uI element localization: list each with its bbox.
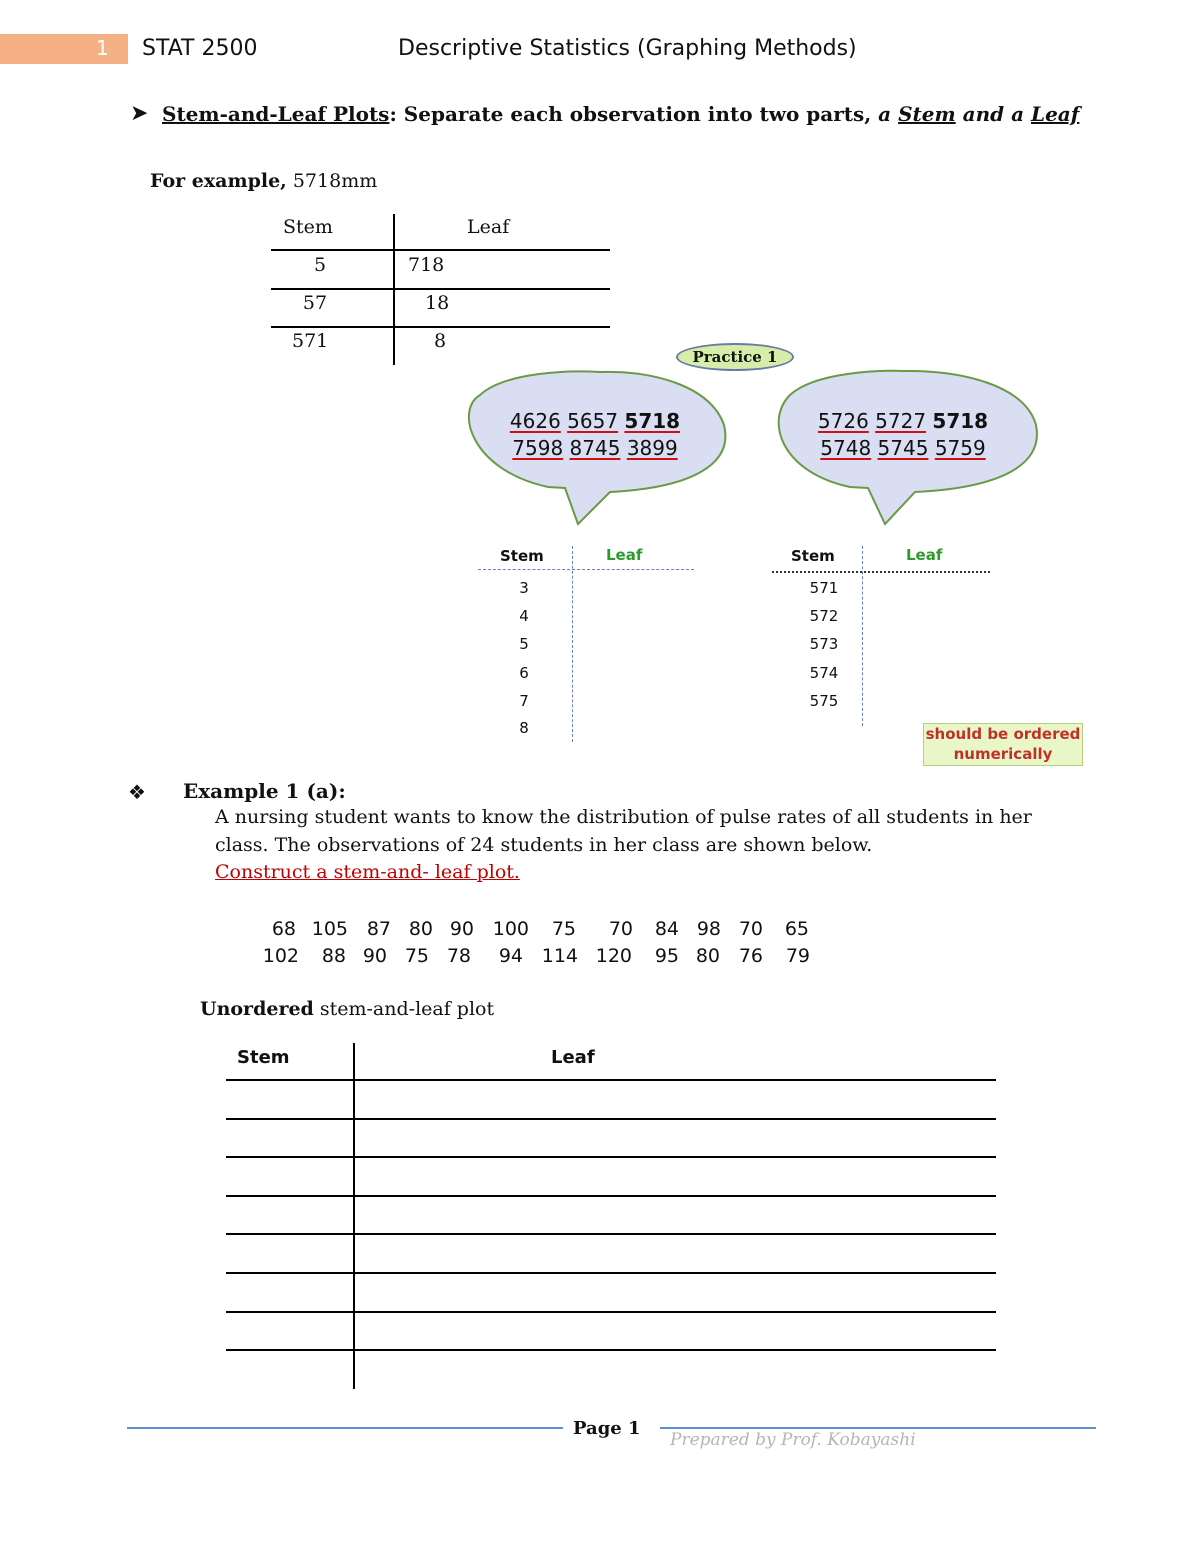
footer-page-label: Page 1 — [573, 1418, 641, 1439]
practice-badge: Practice 1 — [676, 343, 794, 371]
example-leaf-cell: 18 — [425, 292, 450, 314]
footer-rule-right — [660, 1427, 1096, 1429]
example-leaf-header: Leaf — [467, 216, 510, 238]
bubble-number: 5657 — [567, 409, 619, 433]
unordered-rule[interactable] — [226, 1195, 996, 1197]
data-value: 95 — [654, 945, 679, 967]
unordered-rule[interactable] — [226, 1079, 996, 1081]
section-title: Stem-and-Leaf Plots — [162, 102, 390, 126]
example-stem-cell: 571 — [292, 330, 329, 352]
data-value: 70 — [608, 918, 633, 940]
unordered-title-bold: Unordered — [200, 998, 314, 1020]
example-label: For example, — [150, 170, 287, 192]
practice-right-stem: 574 — [809, 664, 839, 682]
speech-bubbles — [0, 0, 1200, 560]
unordered-rule[interactable] — [226, 1156, 996, 1158]
bubble-number: 5726 — [817, 409, 869, 433]
data-value: 76 — [738, 945, 763, 967]
bubble-number: 8745 — [569, 436, 621, 460]
data-value: 120 — [595, 945, 632, 967]
section-a: a — [878, 102, 892, 126]
practice-right-stem: 572 — [809, 607, 839, 625]
practice-right-leaf-header: Leaf — [906, 546, 943, 564]
unordered-leaf-header: Leaf — [551, 1047, 595, 1068]
unordered-divider — [353, 1043, 355, 1389]
footer-rule-left — [127, 1427, 563, 1429]
ordering-note: should be ordered numerically — [923, 723, 1083, 766]
practice-left-stem: 5 — [519, 635, 529, 653]
data-value: 114 — [541, 945, 578, 967]
data-value: 75 — [404, 945, 429, 967]
bubble-number: 5748 — [820, 436, 872, 460]
unordered-rule[interactable] — [226, 1311, 996, 1313]
data-value: 90 — [449, 918, 474, 940]
bubble-right-text — [798, 408, 1008, 462]
data-value: 78 — [446, 945, 471, 967]
unordered-title-rest: stem-and-leaf plot — [313, 998, 495, 1020]
bubble-number: 4626 — [509, 409, 561, 433]
practice-right-rule — [772, 571, 990, 573]
bubble-number: 5745 — [877, 436, 929, 460]
data-value: 88 — [321, 945, 346, 967]
bubble-number: 5718 — [932, 409, 989, 433]
data-value: 80 — [408, 918, 433, 940]
header-title: Descriptive Statistics (Graphing Methods) — [398, 36, 857, 61]
practice-left-rule — [478, 569, 694, 570]
arrow-bullet-icon: ➤ — [130, 101, 149, 126]
practice-right-divider — [862, 546, 863, 726]
bubble-number: 3899 — [626, 436, 678, 460]
data-value: 80 — [695, 945, 720, 967]
data-value: 68 — [271, 918, 296, 940]
data-value: 84 — [654, 918, 679, 940]
example-stem-header: Stem — [283, 216, 333, 238]
example1-instruction: Construct a stem-and- leaf plot. — [215, 861, 520, 883]
data-value: 90 — [362, 945, 387, 967]
section-leaf-word: Leaf — [1031, 102, 1080, 126]
example-value: 5718mm — [286, 170, 378, 192]
data-value: 79 — [785, 945, 810, 967]
data-value: 105 — [311, 918, 348, 940]
unordered-rule[interactable] — [226, 1349, 996, 1351]
practice-left-stem: 3 — [519, 579, 529, 597]
example-stem-cell: 5 — [313, 254, 327, 276]
unordered-rule[interactable] — [226, 1118, 996, 1120]
example-stem-cell: 57 — [302, 292, 328, 314]
unordered-rule[interactable] — [226, 1233, 996, 1235]
practice-right-stem: 571 — [809, 579, 839, 597]
data-value: 98 — [696, 918, 721, 940]
section-colon: : — [389, 102, 397, 126]
bubble-left-text — [490, 408, 700, 462]
section-and-a: and a — [955, 102, 1032, 126]
practice-right-stem-header: Stem — [791, 547, 835, 565]
practice-left-stem: 6 — [519, 664, 529, 682]
example1-title: Example 1 (a): — [183, 779, 346, 803]
data-value: 87 — [366, 918, 391, 940]
bubble-number: 5727 — [875, 409, 927, 433]
unordered-stem-header: Stem — [237, 1047, 290, 1068]
practice-right-stem: 573 — [809, 635, 839, 653]
practice-left-stem: 7 — [519, 692, 529, 710]
practice-left-stem: 4 — [519, 607, 529, 625]
practice-right-stem: 575 — [809, 692, 839, 710]
bubble-number: 5759 — [934, 436, 986, 460]
practice-left-stem: 8 — [519, 719, 529, 737]
section-desc: Separate each observation into two parts, — [396, 102, 879, 126]
data-value: 100 — [492, 918, 529, 940]
example1-line1: A nursing student wants to know the distribution of pulse rates of all students in her — [215, 806, 1032, 828]
section-stem-word: Stem — [898, 102, 956, 126]
example-leaf-cell: 8 — [434, 330, 447, 352]
data-value: 65 — [784, 918, 809, 940]
example1-line2: class. The observations of 24 students in her class are shown below. — [215, 834, 873, 856]
header-course: STAT 2500 — [142, 36, 258, 61]
data-value: 75 — [551, 918, 576, 940]
diamond-bullet-icon: ❖ — [128, 780, 146, 804]
bubble-number: 7598 — [512, 436, 564, 460]
bubble-number: 5718 — [624, 409, 681, 433]
practice-left-leaf-header: Leaf — [606, 546, 643, 564]
header-page-number: 1 — [96, 36, 109, 60]
data-value: 94 — [498, 945, 523, 967]
unordered-rule[interactable] — [226, 1272, 996, 1274]
data-value: 70 — [738, 918, 763, 940]
practice-left-divider — [572, 546, 573, 742]
footer-prepared-by: Prepared by Prof. Kobayashi — [670, 1430, 916, 1450]
data-value: 102 — [262, 945, 299, 967]
example-leaf-cell: 718 — [408, 254, 445, 276]
unordered-title — [200, 998, 494, 1020]
practice-left-stem-header: Stem — [500, 547, 544, 565]
